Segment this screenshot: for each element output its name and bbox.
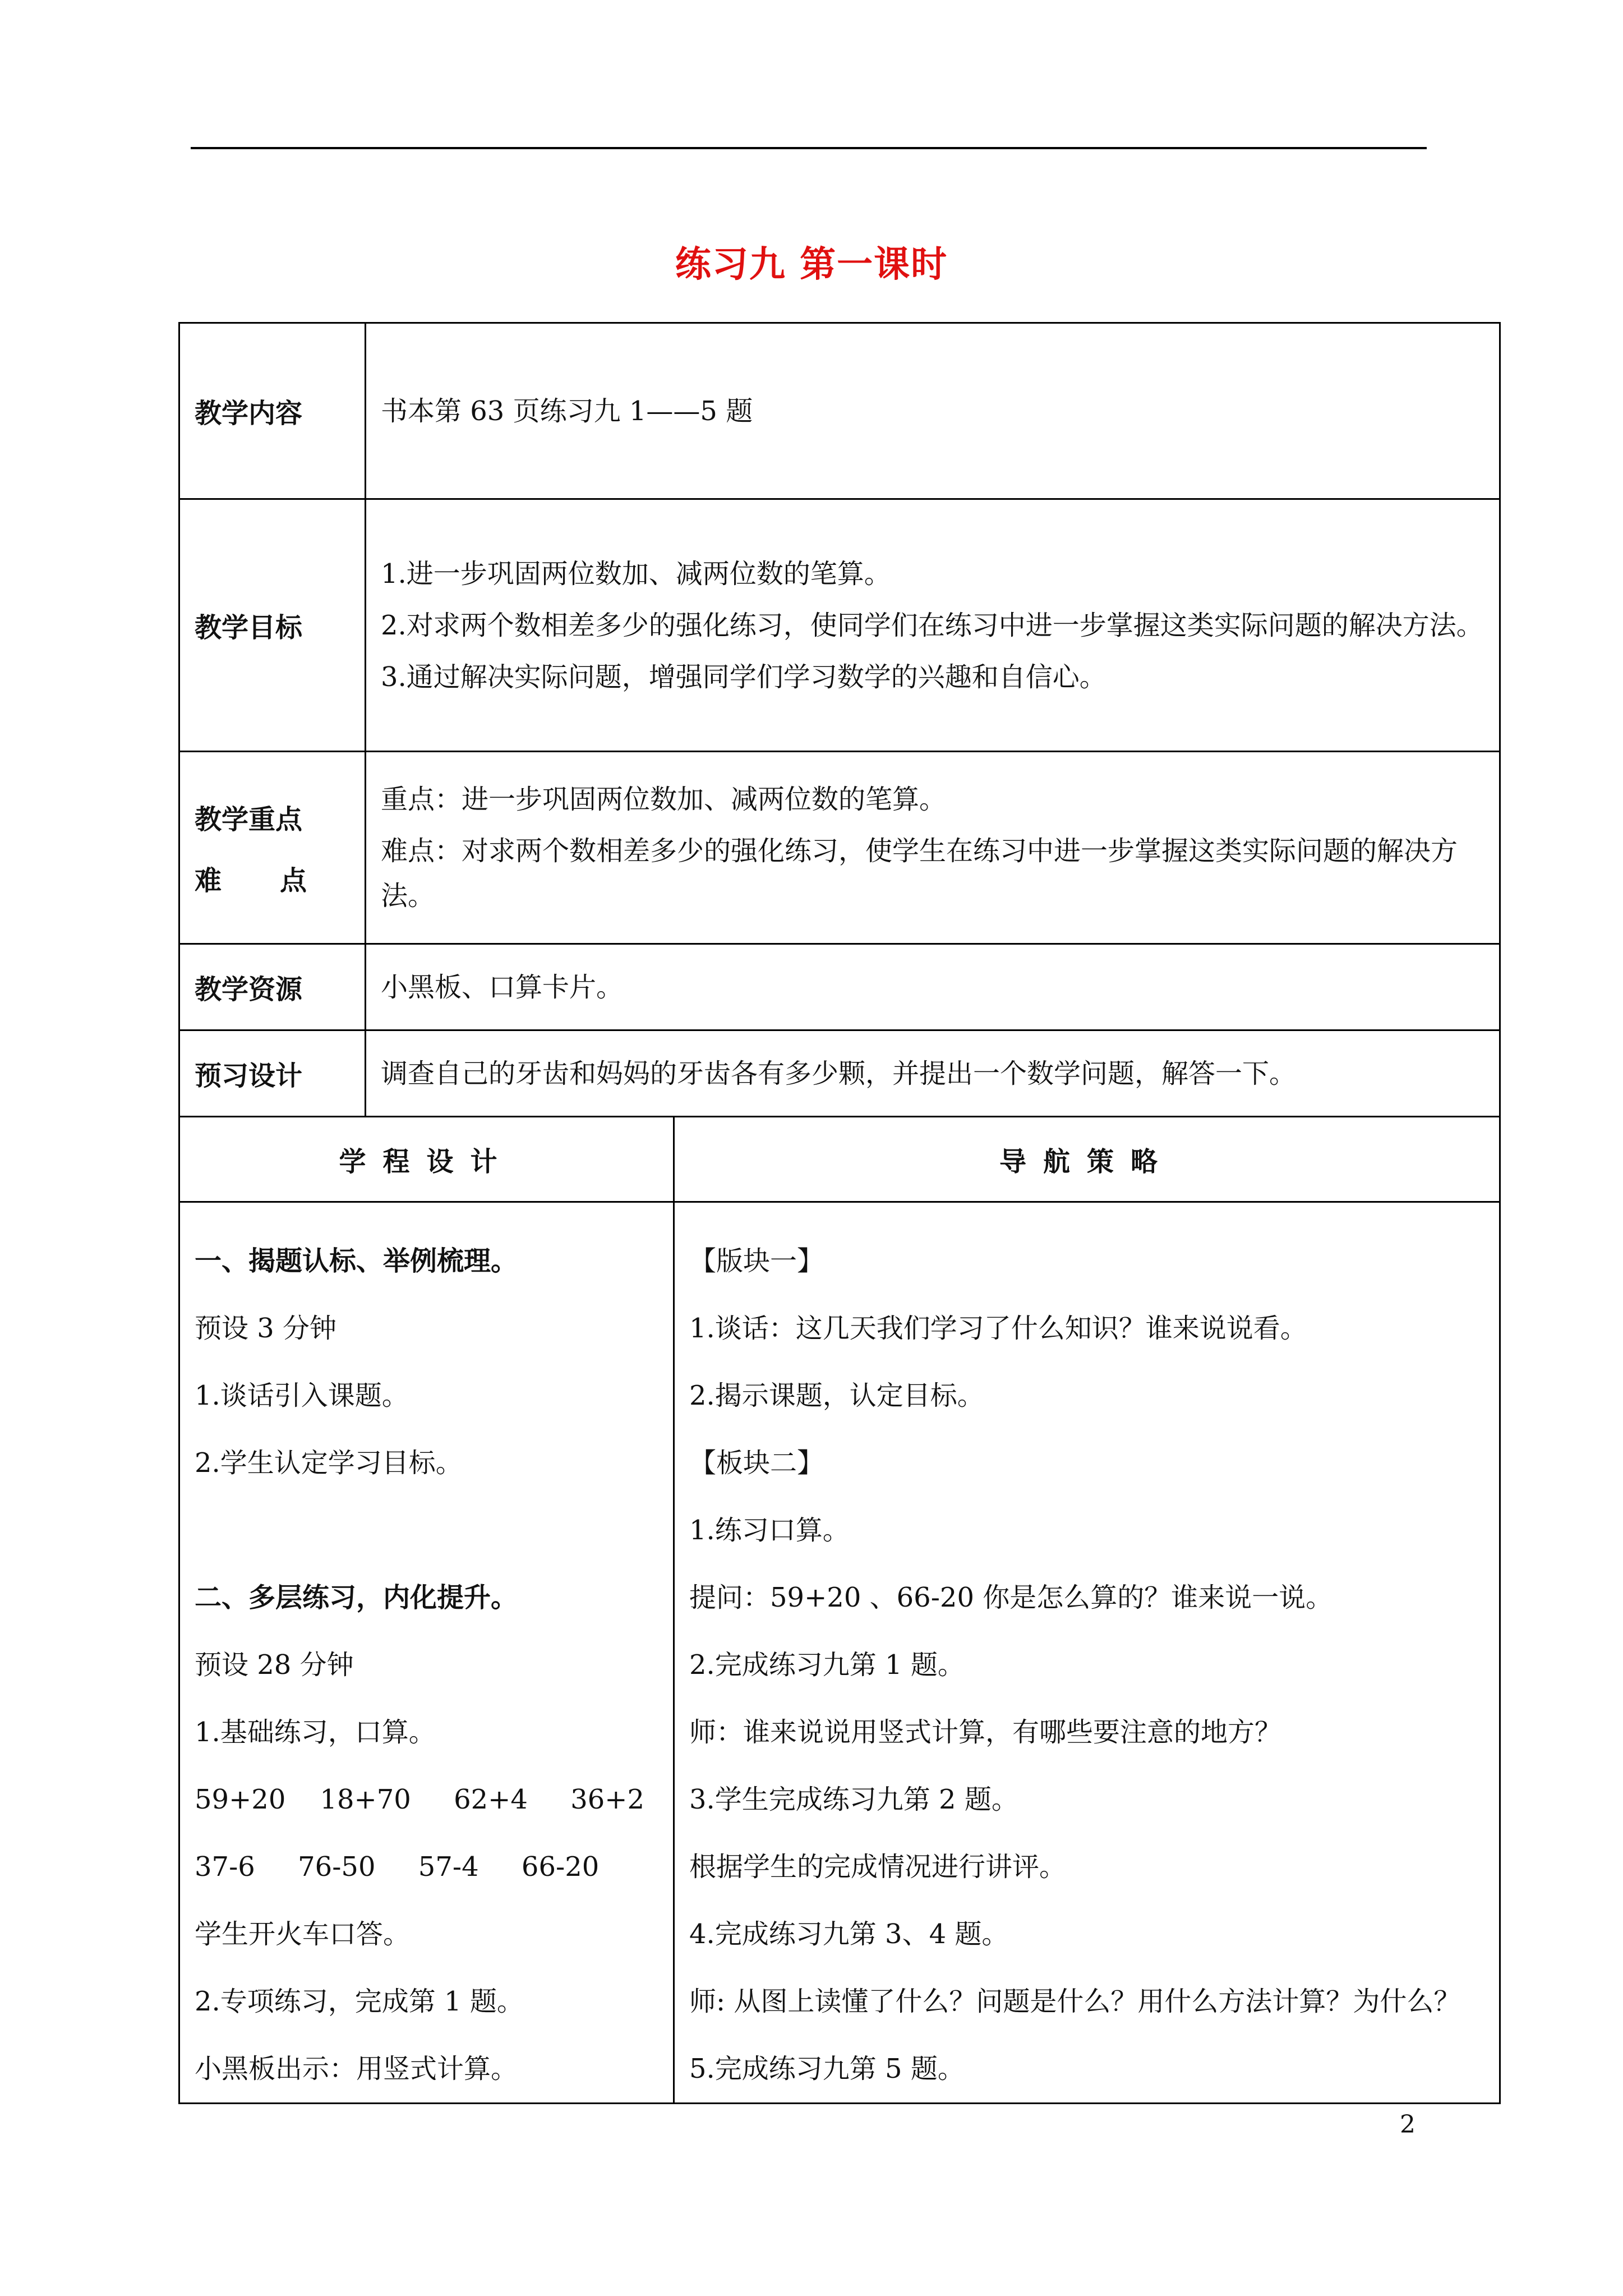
left-line: 小黑板出示：用竖式计算。 — [195, 2053, 518, 2085]
left-line: 2.学生认定学习目标。 — [195, 1447, 463, 1479]
left-line: 1.基础练习，口算。 — [195, 1717, 436, 1748]
right-line: 5.完成练习九第 5 题。 — [689, 2053, 965, 2085]
left-line: 预设 3 分钟 — [195, 1313, 337, 1344]
value-preview: 调查自己的牙齿和妈妈的牙齿各有多少颗，并提出一个数学问题，解答一下。 — [366, 1030, 1500, 1117]
label-keypoints-2b: 点 — [279, 865, 307, 896]
page-number: 2 — [1400, 2110, 1415, 2139]
goal-item: 2.对求两个数相差多少的强化练习，使同学们在练习中进一步掌握这类实际问题的解决方法。 — [381, 609, 1483, 641]
label-keypoints-2a: 难 — [195, 865, 222, 896]
right-line: 师: 从图上读懂了什么？问题是什么？用什么方法计算？为什么？ — [689, 1986, 1461, 2017]
goal-item: 1.进一步巩固两位数加、减两位数的笔算。 — [381, 558, 891, 590]
label-resources: 教学资源 — [179, 944, 366, 1030]
right-column — [674, 1202, 1500, 2104]
right-line: 【板块二】 — [689, 1447, 824, 1479]
left-line: 1.谈话引入课题。 — [195, 1380, 409, 1411]
right-line: 2.完成练习九第 1 题。 — [689, 1649, 965, 1681]
right-line: 1.谈话：这几天我们学习了什么知识？谁来说说看。 — [689, 1313, 1307, 1344]
row-goals — [179, 499, 1500, 752]
left-line: 59+20 18+70 62+4 36+2 — [195, 1784, 645, 1815]
header-rule — [191, 147, 1427, 149]
left-line: 预设 28 分钟 — [195, 1649, 354, 1681]
left-column-header: 学程设计 — [179, 1117, 674, 1202]
row-resources — [179, 944, 1500, 1030]
label-keypoints — [179, 752, 366, 944]
right-line: 根据学生的完成情况进行讲评。 — [689, 1851, 1067, 1883]
row-column-headers — [179, 1117, 1500, 1202]
label-keypoints-1: 教学重点 — [195, 804, 303, 835]
left-line: 一、揭题认标、举例梳理。 — [195, 1245, 518, 1277]
left-line: 学生开火车口答。 — [195, 1918, 411, 1950]
left-line: 37-6 76-50 57-4 66-20 — [195, 1851, 600, 1883]
right-line: 1.练习口算。 — [689, 1515, 850, 1546]
left-line: 二、多层练习，内化提升。 — [195, 1582, 518, 1613]
right-line: 3.学生完成练习九第 2 题。 — [689, 1784, 1018, 1815]
value-content: 书本第 63 页练习九 1——5 题 — [366, 323, 1500, 499]
label-keypoints-2 — [195, 859, 307, 898]
keypoint-item: 难点：对求两个数相差多少的强化练习，使学生在练习中进一步掌握这类实际问题的解决方法。 — [381, 835, 1458, 912]
left-line — [195, 1497, 658, 1564]
right-line: 提问：59+20 、66-20 你是怎么算的？谁来说一说。 — [689, 1582, 1333, 1613]
row-content — [179, 323, 1500, 499]
row-keypoints — [179, 752, 1500, 944]
left-column — [179, 1202, 674, 2104]
row-columns — [179, 1202, 1500, 2104]
label-content: 教学内容 — [179, 323, 366, 499]
value-resources: 小黑板、口算卡片。 — [366, 944, 1500, 1030]
right-line: 2.揭示课题，认定目标。 — [689, 1380, 984, 1411]
right-line: 4.完成练习九第 3、4 题。 — [689, 1918, 1009, 1950]
right-line: 【版块一】 — [689, 1245, 824, 1277]
label-goals: 教学目标 — [179, 499, 366, 752]
lesson-plan-table — [178, 322, 1501, 2104]
keypoint-item: 重点：进一步巩固两位数加、减两位数的笔算。 — [381, 784, 947, 815]
right-column-header: 导航策略 — [674, 1117, 1500, 1202]
right-line: 师：谁来说说用竖式计算，有哪些要注意的地方？ — [689, 1717, 1282, 1748]
goal-item: 3.通过解决实际问题，增强同学们学习数学的兴趣和自信心。 — [381, 661, 1106, 693]
label-preview: 预习设计 — [179, 1030, 366, 1117]
value-goals — [366, 499, 1500, 752]
row-preview — [179, 1030, 1500, 1117]
value-keypoints — [366, 752, 1500, 944]
left-line: 2.专项练习，完成第 1 题。 — [195, 1986, 524, 2017]
page-title: 练习九 第一课时 — [675, 243, 948, 286]
